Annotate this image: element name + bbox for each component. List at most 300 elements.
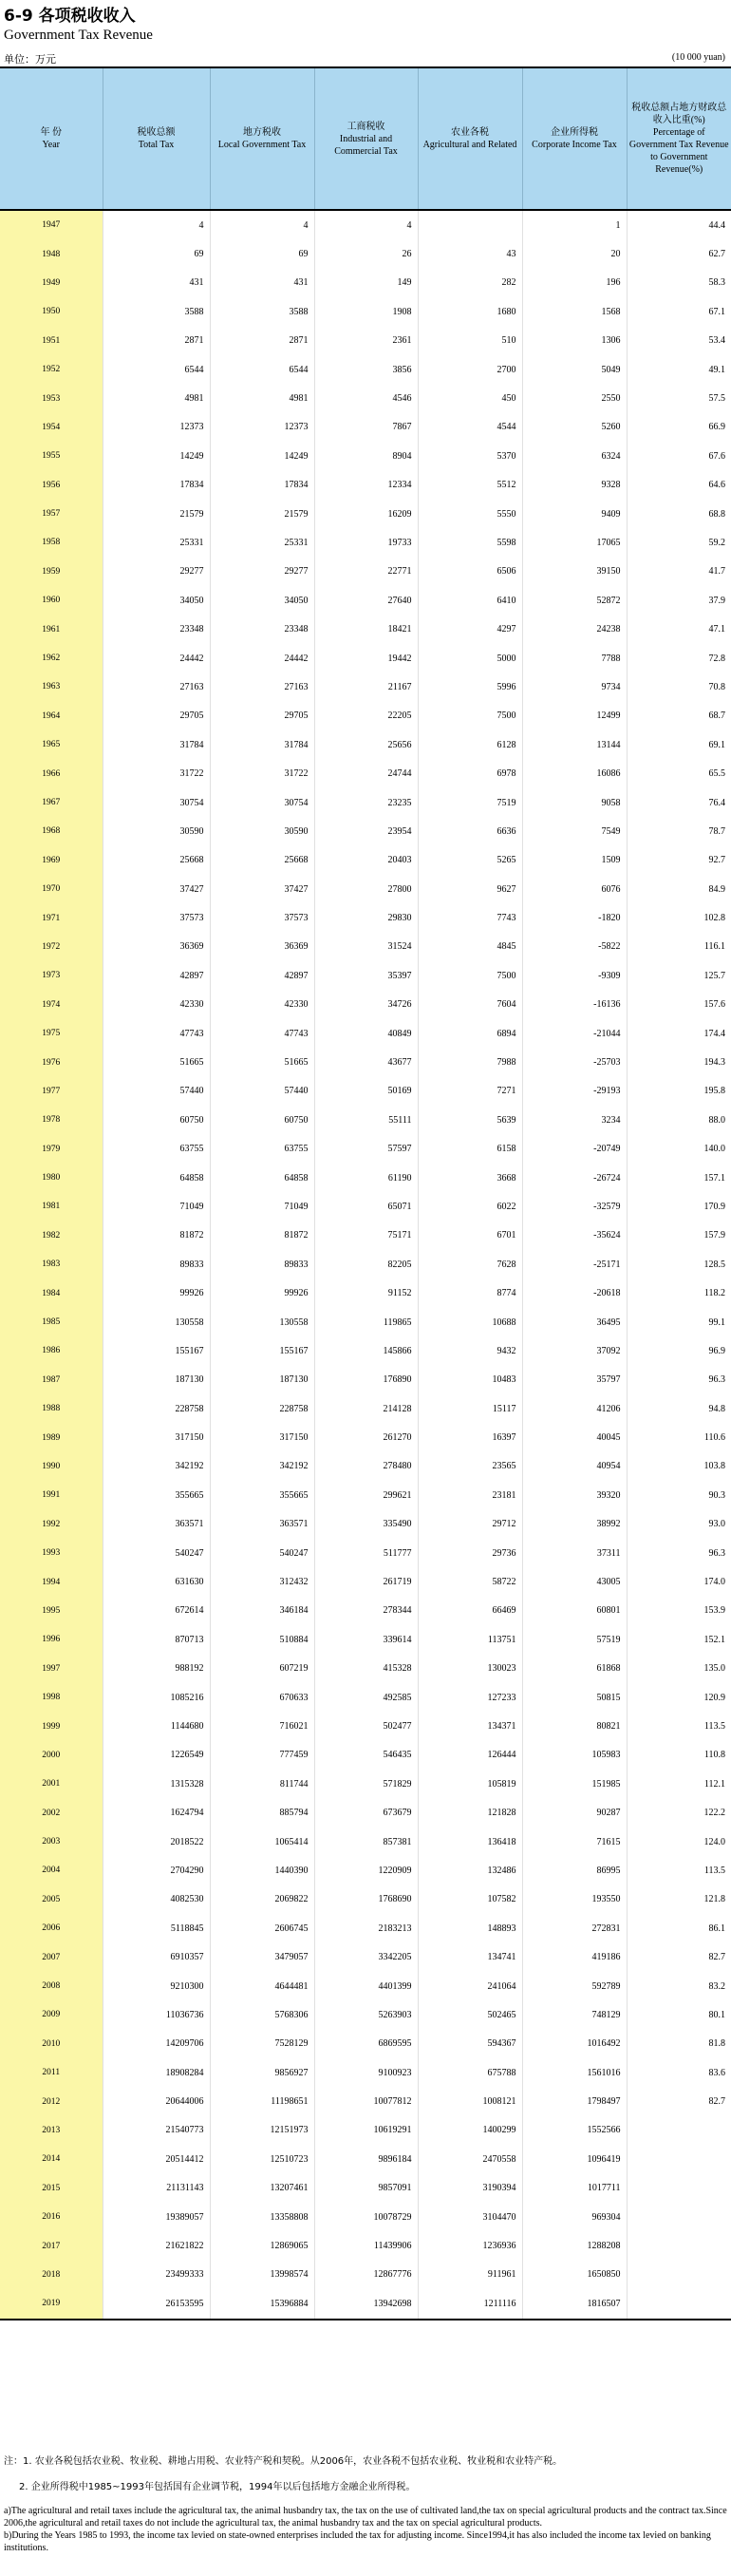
- percentage-cell: 62.7: [627, 239, 731, 268]
- percentage-cell: 135.0: [627, 1655, 731, 1683]
- local-tax-cell: 34050: [210, 586, 314, 615]
- total-tax-cell: 540247: [103, 1539, 210, 1567]
- local-tax-cell: 51665: [210, 1048, 314, 1076]
- industrial-tax-cell: 502477: [314, 1712, 418, 1740]
- total-tax-cell: 69: [103, 239, 210, 268]
- agricultural-tax-cell: 675788: [418, 2058, 522, 2087]
- local-tax-cell: 342192: [210, 1452, 314, 1481]
- agricultural-tax-cell: 66469: [418, 1597, 522, 1625]
- industrial-tax-cell: 4: [314, 210, 418, 239]
- corporate-tax-cell: 969304: [522, 2203, 627, 2231]
- percentage-cell: 125.7: [627, 961, 731, 990]
- local-tax-cell: 607219: [210, 1655, 314, 1683]
- total-tax-cell: 21579: [103, 500, 210, 528]
- table-row: [0, 558, 731, 586]
- industrial-tax-cell: 261719: [314, 1567, 418, 1596]
- agricultural-tax-cell: 6022: [418, 1192, 522, 1221]
- agricultural-tax-cell: 3668: [418, 1164, 522, 1192]
- year-cell: 1963: [0, 672, 103, 701]
- agricultural-tax-cell: 132486: [418, 1856, 522, 1885]
- year-cell: 1986: [0, 1336, 103, 1365]
- industrial-tax-cell: 11439906: [314, 2231, 418, 2260]
- local-tax-cell: 346184: [210, 1597, 314, 1625]
- industrial-tax-cell: 18421: [314, 615, 418, 643]
- table-row: [0, 702, 731, 730]
- local-tax-cell: 12151973: [210, 2116, 314, 2145]
- year-cell: 2016: [0, 2203, 103, 2231]
- table-row: [0, 1770, 731, 1798]
- industrial-tax-cell: 9896184: [314, 2145, 418, 2173]
- percentage-cell: 67.1: [627, 297, 731, 326]
- table-row: [0, 1510, 731, 1539]
- industrial-tax-cell: 23954: [314, 817, 418, 845]
- table-row: [0, 1481, 731, 1509]
- agricultural-tax-cell: 510: [418, 327, 522, 355]
- local-tax-cell: 130558: [210, 1308, 314, 1336]
- table-row: [0, 1539, 731, 1567]
- page-title-zh: 6-9 各项税收收入: [4, 7, 136, 26]
- percentage-cell: 157.9: [627, 1222, 731, 1250]
- corporate-tax-cell: 20: [522, 239, 627, 268]
- local-tax-cell: 15396884: [210, 2289, 314, 2319]
- local-tax-cell: 9856927: [210, 2058, 314, 2087]
- corporate-tax-cell: 3234: [522, 1106, 627, 1134]
- local-tax-cell: 363571: [210, 1510, 314, 1539]
- local-tax-cell: 716021: [210, 1712, 314, 1740]
- total-tax-cell: 64858: [103, 1164, 210, 1192]
- percentage-cell: [627, 2203, 731, 2231]
- agricultural-tax-cell: 5639: [418, 1106, 522, 1134]
- local-tax-cell: 24442: [210, 644, 314, 672]
- local-tax-cell: 47743: [210, 1019, 314, 1048]
- industrial-tax-cell: 23235: [314, 788, 418, 817]
- industrial-tax-cell: 9857091: [314, 2174, 418, 2203]
- agricultural-tax-cell: 6506: [418, 558, 522, 586]
- table-row: [0, 875, 731, 903]
- local-tax-cell: 2606745: [210, 1914, 314, 1942]
- local-tax-cell: 71049: [210, 1192, 314, 1221]
- local-tax-cell: 11198651: [210, 2087, 314, 2115]
- agricultural-tax-cell: 502465: [418, 2000, 522, 2029]
- table-row: [0, 1712, 731, 1740]
- industrial-tax-cell: 145866: [314, 1336, 418, 1365]
- year-cell: 2015: [0, 2174, 103, 2203]
- corporate-tax-cell: -20749: [522, 1135, 627, 1164]
- local-tax-cell: 3479057: [210, 1942, 314, 1971]
- agricultural-tax-cell: 241064: [418, 1972, 522, 2000]
- table-header-row: [0, 67, 731, 210]
- percentage-cell: 102.8: [627, 903, 731, 932]
- total-tax-cell: 30590: [103, 817, 210, 845]
- agricultural-tax-cell: 5598: [418, 528, 522, 557]
- industrial-tax-cell: 6869595: [314, 2030, 418, 2058]
- total-tax-cell: 14209706: [103, 2030, 210, 2058]
- year-cell: 1955: [0, 442, 103, 470]
- agricultural-tax-cell: 134371: [418, 1712, 522, 1740]
- total-tax-cell: 26153595: [103, 2289, 210, 2319]
- total-tax-cell: 19389057: [103, 2203, 210, 2231]
- local-tax-cell: 25331: [210, 528, 314, 557]
- table-row: [0, 1192, 731, 1221]
- table-body: [0, 210, 731, 2320]
- percentage-cell: 174.0: [627, 1567, 731, 1596]
- total-tax-cell: 27163: [103, 672, 210, 701]
- total-tax-cell: 25668: [103, 846, 210, 875]
- corporate-tax-cell: -29193: [522, 1077, 627, 1106]
- local-tax-cell: 23348: [210, 615, 314, 643]
- total-tax-cell: 1085216: [103, 1683, 210, 1712]
- footnote-a: a)The agricultural and retail taxes include the agricultural tax, the animal husbandry tax, the tax on the use of cultivated land,the tax on special agricultural products and the contract tax.Since 2006,the agricultural and retail taxes do not include the agricultural tax, the animal husbandry tax and the tax on special agricultural products.: [4, 2506, 727, 2529]
- table-row: [0, 297, 731, 326]
- total-tax-cell: 99926: [103, 1279, 210, 1307]
- col-header-percentage: 税收总额占地方财政总收入比重(%) Percentage of Government Tax Revenue to Government Revenue(%): [627, 67, 731, 210]
- local-tax-cell: 37573: [210, 903, 314, 932]
- table-row: [0, 1914, 731, 1942]
- local-tax-cell: 777459: [210, 1741, 314, 1770]
- local-tax-cell: 63755: [210, 1135, 314, 1164]
- industrial-tax-cell: 61190: [314, 1164, 418, 1192]
- agricultural-tax-cell: 1236936: [418, 2231, 522, 2260]
- industrial-tax-cell: 10619291: [314, 2116, 418, 2145]
- percentage-cell: 47.1: [627, 615, 731, 643]
- total-tax-cell: 317150: [103, 1423, 210, 1451]
- total-tax-cell: 3588: [103, 297, 210, 326]
- percentage-cell: 110.8: [627, 1741, 731, 1770]
- agricultural-tax-cell: 130023: [418, 1655, 522, 1683]
- table-row: [0, 2231, 731, 2260]
- industrial-tax-cell: 29830: [314, 903, 418, 932]
- corporate-tax-cell: 6324: [522, 442, 627, 470]
- percentage-cell: 44.4: [627, 210, 731, 239]
- local-tax-cell: 12373: [210, 413, 314, 442]
- year-cell: 1968: [0, 817, 103, 845]
- industrial-tax-cell: 2361: [314, 327, 418, 355]
- table-row: [0, 1625, 731, 1654]
- agricultural-tax-cell: 7988: [418, 1048, 522, 1076]
- percentage-cell: 174.4: [627, 1019, 731, 1048]
- local-tax-cell: 4: [210, 210, 314, 239]
- industrial-tax-cell: 34726: [314, 991, 418, 1019]
- corporate-tax-cell: 37092: [522, 1336, 627, 1365]
- table-row: [0, 413, 731, 442]
- total-tax-cell: 4981: [103, 384, 210, 412]
- industrial-tax-cell: 40849: [314, 1019, 418, 1048]
- agricultural-tax-cell: 6158: [418, 1135, 522, 1164]
- year-cell: 1953: [0, 384, 103, 412]
- percentage-cell: 81.8: [627, 2030, 731, 2058]
- year-cell: 2014: [0, 2145, 103, 2173]
- year-cell: 1998: [0, 1683, 103, 1712]
- table-row: [0, 903, 731, 932]
- agricultural-tax-cell: 6978: [418, 759, 522, 787]
- total-tax-cell: 5118845: [103, 1914, 210, 1942]
- table-row: [0, 1279, 731, 1307]
- table-row: [0, 1077, 731, 1106]
- local-tax-cell: 155167: [210, 1336, 314, 1365]
- year-cell: 1979: [0, 1135, 103, 1164]
- table-row: [0, 1972, 731, 2000]
- total-tax-cell: 6544: [103, 355, 210, 384]
- year-cell: 2010: [0, 2030, 103, 2058]
- percentage-cell: 82.7: [627, 1942, 731, 1971]
- industrial-tax-cell: 5263903: [314, 2000, 418, 2029]
- corporate-tax-cell: 9734: [522, 672, 627, 701]
- local-tax-cell: 317150: [210, 1423, 314, 1451]
- percentage-cell: [627, 2261, 731, 2289]
- year-cell: 1988: [0, 1394, 103, 1423]
- corporate-tax-cell: 592789: [522, 1972, 627, 2000]
- agricultural-tax-cell: 58722: [418, 1567, 522, 1596]
- local-tax-cell: 431: [210, 269, 314, 297]
- table-row: [0, 1308, 731, 1336]
- percentage-cell: [627, 2145, 731, 2173]
- corporate-tax-cell: -5822: [522, 933, 627, 961]
- industrial-tax-cell: 1220909: [314, 1856, 418, 1885]
- total-tax-cell: 12373: [103, 413, 210, 442]
- table-row: [0, 1019, 731, 1048]
- corporate-tax-cell: 2550: [522, 384, 627, 412]
- table-row: [0, 672, 731, 701]
- local-tax-cell: 30754: [210, 788, 314, 817]
- year-cell: 2013: [0, 2116, 103, 2145]
- percentage-cell: [627, 2289, 731, 2319]
- percentage-cell: 70.8: [627, 672, 731, 701]
- industrial-tax-cell: 857381: [314, 1828, 418, 1856]
- table-row: [0, 384, 731, 412]
- year-cell: 1982: [0, 1222, 103, 1250]
- total-tax-cell: 870713: [103, 1625, 210, 1654]
- total-tax-cell: 29277: [103, 558, 210, 586]
- local-tax-cell: 57440: [210, 1077, 314, 1106]
- table-row: [0, 500, 731, 528]
- agricultural-tax-cell: [418, 210, 522, 239]
- local-tax-cell: 4644481: [210, 1972, 314, 2000]
- corporate-tax-cell: -26724: [522, 1164, 627, 1192]
- corporate-tax-cell: 90287: [522, 1798, 627, 1827]
- industrial-tax-cell: 3342205: [314, 1942, 418, 1971]
- table-row: [0, 961, 731, 990]
- percentage-cell: 66.9: [627, 413, 731, 442]
- year-cell: 1959: [0, 558, 103, 586]
- year-cell: 1985: [0, 1308, 103, 1336]
- year-cell: 1974: [0, 991, 103, 1019]
- industrial-tax-cell: 299621: [314, 1481, 418, 1509]
- percentage-cell: 113.5: [627, 1712, 731, 1740]
- col-header-corporate-tax: 企业所得税 Corporate Income Tax: [522, 67, 627, 210]
- industrial-tax-cell: 278480: [314, 1452, 418, 1481]
- agricultural-tax-cell: 8774: [418, 1279, 522, 1307]
- year-cell: 1983: [0, 1250, 103, 1279]
- industrial-tax-cell: 176890: [314, 1366, 418, 1394]
- agricultural-tax-cell: 126444: [418, 1741, 522, 1770]
- corporate-tax-cell: 39150: [522, 558, 627, 586]
- percentage-cell: 53.4: [627, 327, 731, 355]
- local-tax-cell: 89833: [210, 1250, 314, 1279]
- table-row: [0, 730, 731, 759]
- corporate-tax-cell: 37311: [522, 1539, 627, 1567]
- agricultural-tax-cell: 5265: [418, 846, 522, 875]
- total-tax-cell: 24442: [103, 644, 210, 672]
- percentage-cell: 90.3: [627, 1481, 731, 1509]
- corporate-tax-cell: 36495: [522, 1308, 627, 1336]
- table-row: [0, 933, 731, 961]
- total-tax-cell: 155167: [103, 1336, 210, 1365]
- local-tax-cell: 36369: [210, 933, 314, 961]
- industrial-tax-cell: 673679: [314, 1798, 418, 1827]
- corporate-tax-cell: 39320: [522, 1481, 627, 1509]
- agricultural-tax-cell: 911961: [418, 2261, 522, 2289]
- table-row: [0, 1394, 731, 1423]
- corporate-tax-cell: 1096419: [522, 2145, 627, 2173]
- table-row: [0, 586, 731, 615]
- agricultural-tax-cell: 29736: [418, 1539, 522, 1567]
- local-tax-cell: 670633: [210, 1683, 314, 1712]
- total-tax-cell: 9210300: [103, 1972, 210, 2000]
- industrial-tax-cell: 119865: [314, 1308, 418, 1336]
- total-tax-cell: 30754: [103, 788, 210, 817]
- percentage-cell: 67.6: [627, 442, 731, 470]
- year-cell: 1954: [0, 413, 103, 442]
- local-tax-cell: 3588: [210, 297, 314, 326]
- year-cell: 2018: [0, 2261, 103, 2289]
- industrial-tax-cell: 16209: [314, 500, 418, 528]
- corporate-tax-cell: 57519: [522, 1625, 627, 1654]
- agricultural-tax-cell: 5550: [418, 500, 522, 528]
- corporate-tax-cell: 1650850: [522, 2261, 627, 2289]
- industrial-tax-cell: 8904: [314, 442, 418, 470]
- year-cell: 1989: [0, 1423, 103, 1451]
- agricultural-tax-cell: 23565: [418, 1452, 522, 1481]
- industrial-tax-cell: 1768690: [314, 1885, 418, 1914]
- tax-revenue-table: [0, 66, 731, 2320]
- percentage-cell: 140.0: [627, 1135, 731, 1164]
- agricultural-tax-cell: 5370: [418, 442, 522, 470]
- year-cell: 1977: [0, 1077, 103, 1106]
- percentage-cell: 93.0: [627, 1510, 731, 1539]
- year-cell: 1972: [0, 933, 103, 961]
- footnote-2: 2. 企业所得税中1985~1993年包括国有企业调节税，1994年以后包括地方金融企业所得税。: [19, 2482, 416, 2492]
- industrial-tax-cell: 91152: [314, 1279, 418, 1307]
- unit-label-en: (10 000 yuan): [671, 52, 725, 63]
- table-row: [0, 210, 731, 239]
- col-header-year: 年 份 Year: [0, 67, 103, 210]
- table-row: [0, 788, 731, 817]
- industrial-tax-cell: 278344: [314, 1597, 418, 1625]
- year-cell: 1991: [0, 1481, 103, 1509]
- year-cell: 1967: [0, 788, 103, 817]
- year-cell: 1966: [0, 759, 103, 787]
- local-tax-cell: 312432: [210, 1567, 314, 1596]
- agricultural-tax-cell: 7500: [418, 702, 522, 730]
- agricultural-tax-cell: 29712: [418, 1510, 522, 1539]
- percentage-cell: 157.1: [627, 1164, 731, 1192]
- local-tax-cell: 37427: [210, 875, 314, 903]
- agricultural-tax-cell: 1400299: [418, 2116, 522, 2145]
- table-row: [0, 2203, 731, 2231]
- industrial-tax-cell: 57597: [314, 1135, 418, 1164]
- total-tax-cell: 355665: [103, 1481, 210, 1509]
- percentage-cell: 88.0: [627, 1106, 731, 1134]
- total-tax-cell: 6910357: [103, 1942, 210, 1971]
- year-cell: 1990: [0, 1452, 103, 1481]
- corporate-tax-cell: 50815: [522, 1683, 627, 1712]
- industrial-tax-cell: 4401399: [314, 1972, 418, 2000]
- corporate-tax-cell: 748129: [522, 2000, 627, 2029]
- corporate-tax-cell: 1288208: [522, 2231, 627, 2260]
- year-cell: 2006: [0, 1914, 103, 1942]
- industrial-tax-cell: 9100923: [314, 2058, 418, 2087]
- agricultural-tax-cell: 3104470: [418, 2203, 522, 2231]
- corporate-tax-cell: 43005: [522, 1567, 627, 1596]
- table-row: [0, 1683, 731, 1712]
- local-tax-cell: 12510723: [210, 2145, 314, 2173]
- industrial-tax-cell: 65071: [314, 1192, 418, 1221]
- total-tax-cell: 2871: [103, 327, 210, 355]
- total-tax-cell: 71049: [103, 1192, 210, 1221]
- local-tax-cell: 21579: [210, 500, 314, 528]
- total-tax-cell: 342192: [103, 1452, 210, 1481]
- agricultural-tax-cell: 121828: [418, 1798, 522, 1827]
- year-cell: 2008: [0, 1972, 103, 2000]
- year-cell: 1960: [0, 586, 103, 615]
- percentage-cell: 80.1: [627, 2000, 731, 2029]
- percentage-cell: 122.2: [627, 1798, 731, 1827]
- year-cell: 1958: [0, 528, 103, 557]
- agricultural-tax-cell: 6128: [418, 730, 522, 759]
- corporate-tax-cell: 38992: [522, 1510, 627, 1539]
- industrial-tax-cell: 10078729: [314, 2203, 418, 2231]
- year-cell: 1969: [0, 846, 103, 875]
- local-tax-cell: 31722: [210, 759, 314, 787]
- corporate-tax-cell: -32579: [522, 1192, 627, 1221]
- table-row: [0, 1452, 731, 1481]
- table-row: [0, 1106, 731, 1134]
- agricultural-tax-cell: 148893: [418, 1914, 522, 1942]
- agricultural-tax-cell: 113751: [418, 1625, 522, 1654]
- local-tax-cell: 13358808: [210, 2203, 314, 2231]
- year-cell: 2007: [0, 1942, 103, 1971]
- corporate-tax-cell: -16136: [522, 991, 627, 1019]
- percentage-cell: 103.8: [627, 1452, 731, 1481]
- table-row: [0, 1366, 731, 1394]
- percentage-cell: 153.9: [627, 1597, 731, 1625]
- percentage-cell: 68.8: [627, 500, 731, 528]
- table-row: [0, 2116, 731, 2145]
- table-row: [0, 1741, 731, 1770]
- agricultural-tax-cell: 10483: [418, 1366, 522, 1394]
- year-cell: 1996: [0, 1625, 103, 1654]
- percentage-cell: 94.8: [627, 1394, 731, 1423]
- table-row: [0, 817, 731, 845]
- corporate-tax-cell: -21044: [522, 1019, 627, 1048]
- corporate-tax-cell: 1017711: [522, 2174, 627, 2203]
- year-cell: 2005: [0, 1885, 103, 1914]
- corporate-tax-cell: -25703: [522, 1048, 627, 1076]
- total-tax-cell: 1144680: [103, 1712, 210, 1740]
- table-row: [0, 327, 731, 355]
- percentage-cell: 194.3: [627, 1048, 731, 1076]
- industrial-tax-cell: 25656: [314, 730, 418, 759]
- percentage-cell: 120.9: [627, 1683, 731, 1712]
- agricultural-tax-cell: 7519: [418, 788, 522, 817]
- total-tax-cell: 34050: [103, 586, 210, 615]
- year-cell: 1978: [0, 1106, 103, 1134]
- local-tax-cell: 7528129: [210, 2030, 314, 2058]
- agricultural-tax-cell: 4845: [418, 933, 522, 961]
- year-cell: 1993: [0, 1539, 103, 1567]
- percentage-cell: 157.6: [627, 991, 731, 1019]
- total-tax-cell: 431: [103, 269, 210, 297]
